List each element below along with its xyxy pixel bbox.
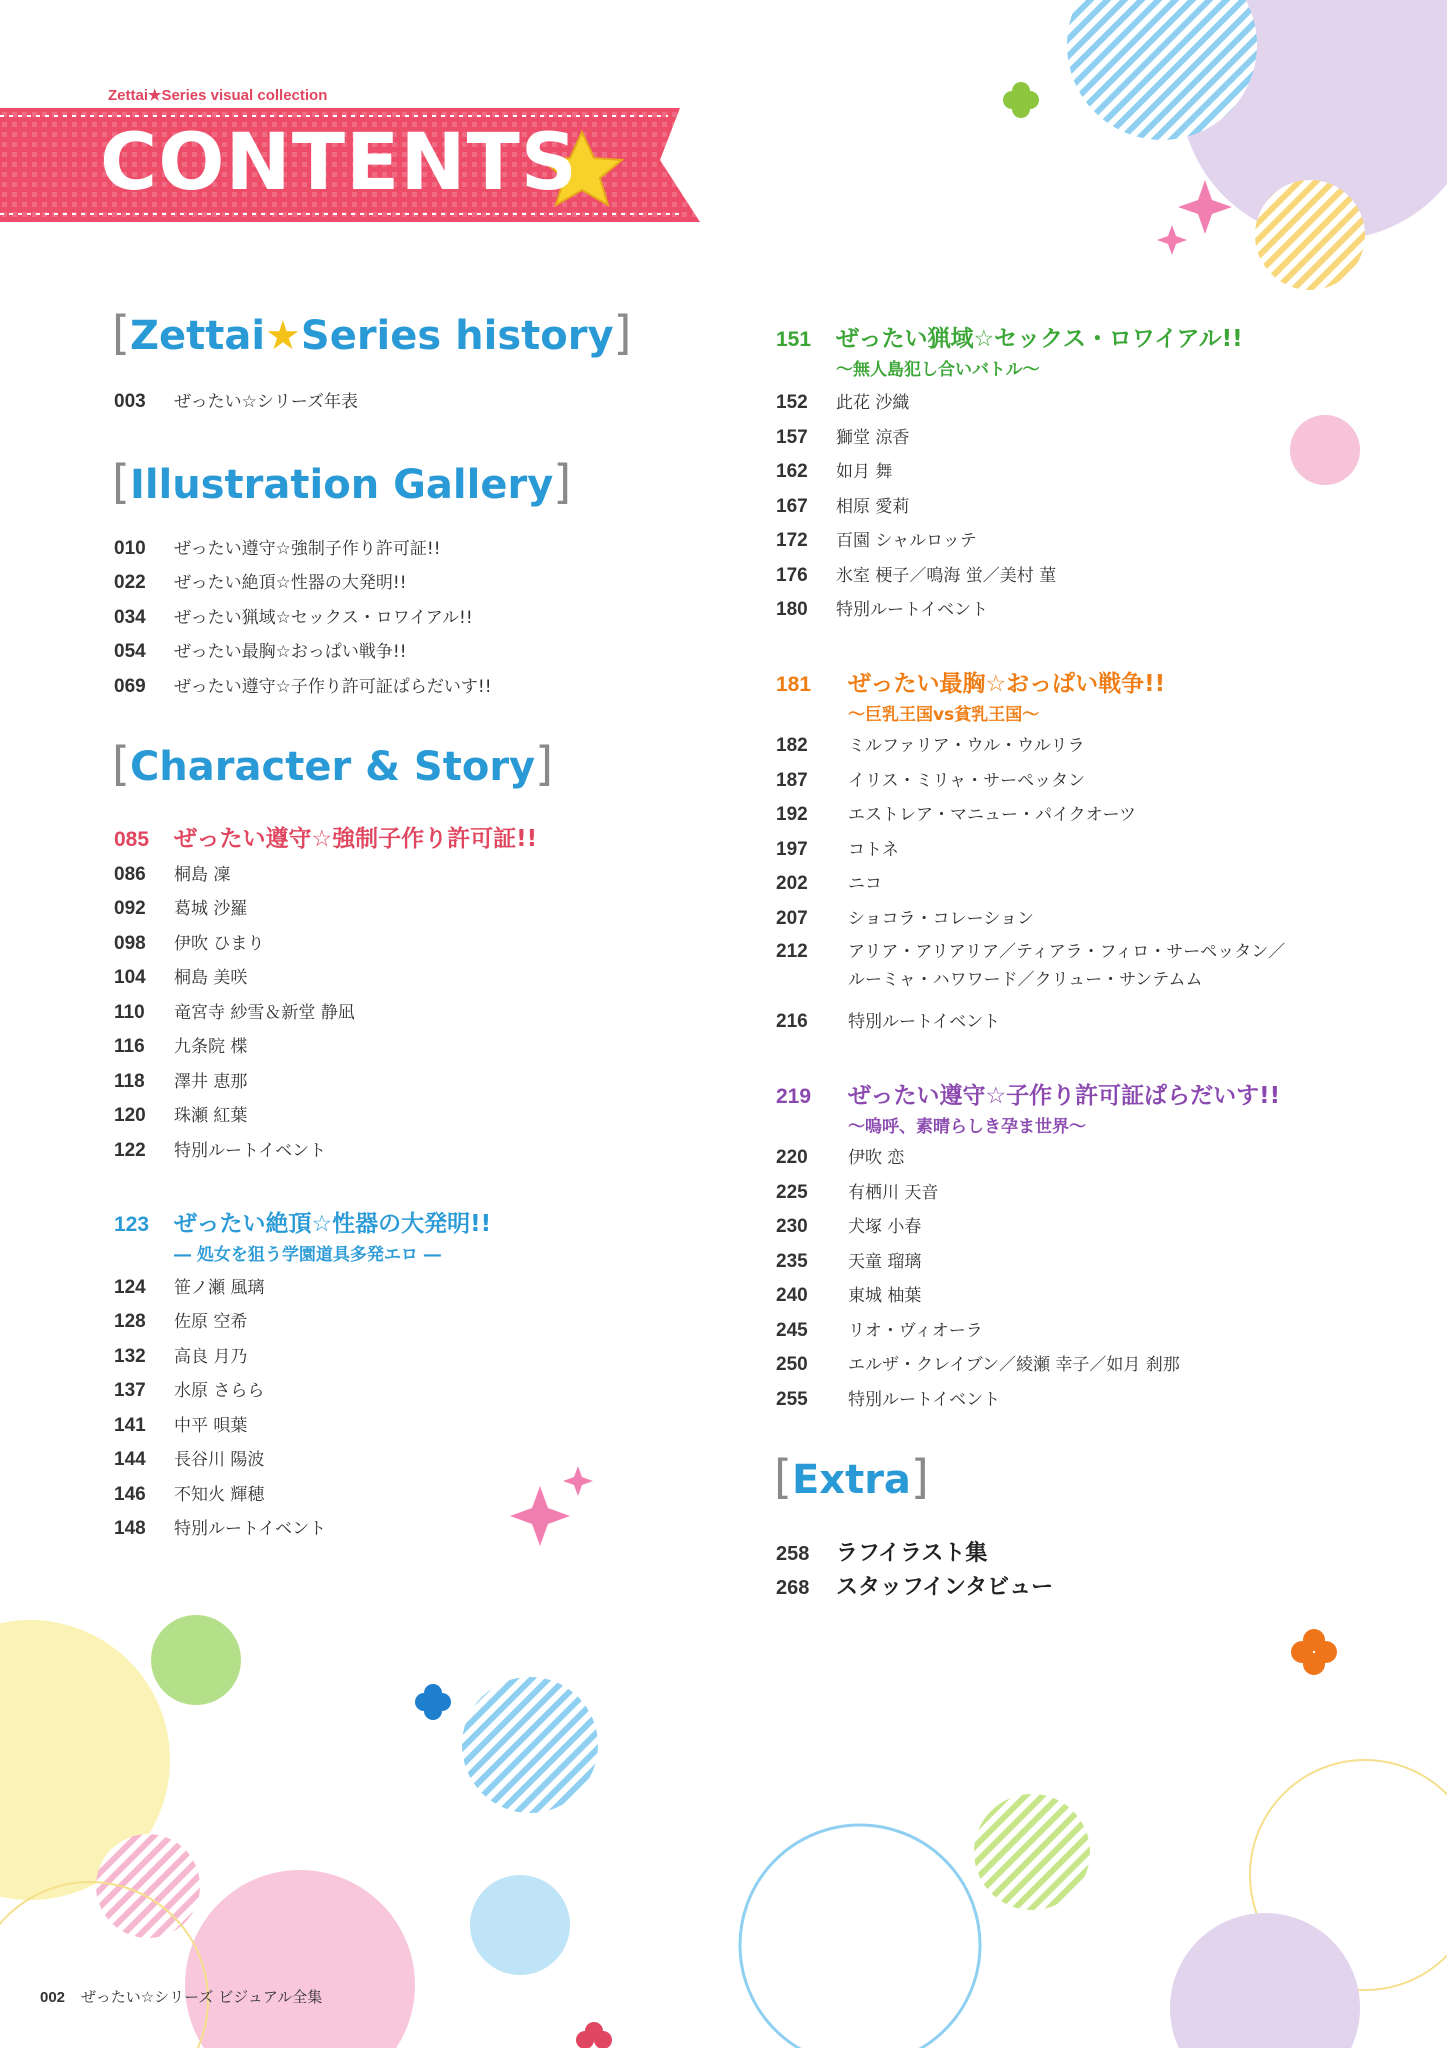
list-item[interactable]: 152 此花 沙織 (776, 392, 910, 413)
chapter-heading[interactable]: 085 ぜったい遵守☆強制子作り許可証!! (114, 826, 538, 852)
chapter-heading[interactable]: 219 ぜったい遵守☆子作り許可証ぱらだいす!! ～嗚呼、素晴らしき孕ま世界～ (776, 1083, 1281, 1137)
list-item[interactable]: 216 特別ルートイベント (776, 1011, 1001, 1032)
list-item[interactable]: 225 有栖川 天音 (776, 1182, 939, 1203)
list-item[interactable]: 069 ぜったい遵守☆子作り許可証ぱらだいす!! (114, 676, 492, 697)
list-item[interactable]: 235 天童 瑠璃 (776, 1251, 922, 1272)
list-item[interactable]: 137 水原 さらら (114, 1380, 265, 1401)
chapter-subtitle: ― 処女を狙う学園道具多発エロ ― (174, 1245, 441, 1265)
list-item[interactable]: 230 犬塚 小春 (776, 1216, 922, 1237)
circle-stripe-pink (96, 1834, 200, 1938)
section-heading-extra: [Extra] (774, 1450, 929, 1504)
chapter-heading[interactable]: 181 ぜったい最胸☆おっぱい戦争!! ～巨乳王国vs貧乳王国～ (776, 671, 1166, 725)
list-item[interactable]: 207 ショコラ・コレーション (776, 908, 1034, 929)
list-item[interactable]: 197 コトネ (776, 839, 899, 860)
list-item[interactable]: 124 笹ノ瀬 風璃 (114, 1277, 265, 1298)
chapter-subtitle: ～無人島犯し合いバトル～ (836, 360, 1040, 380)
clover-icon (576, 2022, 612, 2048)
list-item[interactable]: 132 高良 月乃 (114, 1346, 248, 1367)
list-item[interactable]: 122 特別ルートイベント (114, 1140, 327, 1161)
brand-label: Zettai★Series visual collection (108, 87, 328, 104)
clover-icon (1291, 1629, 1337, 1675)
circle-pink (1290, 415, 1360, 485)
list-item[interactable]: 010 ぜったい遵守☆強制子作り許可証!! (114, 538, 441, 559)
page-footer (40, 1986, 322, 2007)
list-item[interactable]: 092 葛城 沙羅 (114, 898, 248, 919)
list-item[interactable]: 003 ぜったい☆シリーズ年表 (114, 391, 359, 412)
page-number: 002 (40, 1989, 66, 2006)
list-item[interactable]: 258 ラフイラスト集 (776, 1541, 988, 1566)
list-item[interactable]: 034 ぜったい猟域☆セックス・ロワイアル!! (114, 607, 473, 628)
circle-stripe-yellow (1255, 180, 1365, 290)
sparkle-icon (563, 1466, 593, 1496)
list-item[interactable]: 172 百園 シャルロッテ (776, 530, 977, 551)
list-item[interactable]: 104 桐島 美咲 (114, 967, 248, 988)
list-item[interactable]: 212 アリア・アリアリア／ティアラ・フィロ・サーペッタン／ ルーミャ・ハワワード／クリュー・サンテムム (776, 941, 1286, 990)
list-item[interactable]: 180 特別ルートイベント (776, 599, 989, 620)
list-item[interactable]: 146 不知火 輝穂 (114, 1484, 265, 1505)
list-item[interactable]: 268 スタッフインタビュー (776, 1575, 1054, 1600)
sparkle-icon (1157, 225, 1187, 255)
list-item[interactable]: 144 長谷川 陽波 (114, 1449, 265, 1470)
clover-icon (415, 1684, 451, 1720)
sparkle-icon (510, 1486, 570, 1546)
list-item[interactable]: 116 九条院 楪 (114, 1036, 248, 1057)
list-item[interactable]: 128 佐原 空希 (114, 1311, 248, 1332)
list-item[interactable]: 022 ぜったい絶頂☆性器の大発明!! (114, 572, 407, 593)
section-heading-history: [Zettai★Series history] (112, 306, 632, 360)
chapter-heading[interactable]: 123 ぜったい絶頂☆性器の大発明!! ― 処女を狙う学園道具多発エロ ― (114, 1211, 492, 1265)
circle-stripe-blue (462, 1677, 598, 1813)
list-item[interactable]: 141 中平 唄葉 (114, 1415, 248, 1436)
list-item[interactable]: 054 ぜったい最胸☆おっぱい戦争!! (114, 641, 407, 662)
circle-lightblue (470, 1875, 570, 1975)
circle-pink (185, 1870, 415, 2048)
list-item[interactable]: 086 桐島 凜 (114, 864, 231, 885)
page-title: CONTENTS (100, 118, 578, 208)
list-item[interactable]: 245 リオ・ヴィオーラ (776, 1320, 983, 1341)
list-item[interactable]: 162 如月 舞 (776, 461, 893, 482)
list-item[interactable]: 148 特別ルートイベント (114, 1518, 327, 1539)
list-item[interactable]: 157 獅堂 涼香 (776, 427, 910, 448)
chapter-subtitle: ～嗚呼、素晴らしき孕ま世界～ (848, 1117, 1086, 1137)
star-icon: ★ (265, 313, 301, 359)
chapter-heading[interactable]: 151 ぜったい猟域☆セックス・ロワイアル!! ～無人島犯し合いバトル～ (776, 326, 1243, 380)
list-item[interactable]: 118 澤井 恵那 (114, 1071, 248, 1092)
list-item[interactable]: 240 東城 柚葉 (776, 1285, 922, 1306)
list-item[interactable]: 098 伊吹 ひまり (114, 933, 265, 954)
list-item[interactable]: 250 エルザ・クレイブン／綾瀬 幸子／如月 刹那 (776, 1354, 1180, 1375)
list-item[interactable]: 182 ミルファリア・ウル・ウルリラ (776, 735, 1085, 756)
footer-title: ぜったい☆シリーズ ビジュアル全集 (81, 1988, 323, 2006)
circle-purple (1170, 1913, 1360, 2048)
list-item[interactable]: 192 エストレア・マニュー・パイクオーツ (776, 804, 1136, 825)
list-item[interactable]: 220 伊吹 恋 (776, 1147, 905, 1168)
section-heading-character: [Character & Story] (112, 737, 554, 791)
list-item[interactable]: 110 竜宮寺 紗雪＆新堂 静凪 (114, 1002, 355, 1023)
circle-green (151, 1615, 241, 1705)
list-item[interactable]: 120 珠瀬 紅葉 (114, 1105, 248, 1126)
section-heading-gallery: [Illustration Gallery] (112, 455, 572, 509)
clover-icon (1003, 82, 1039, 118)
circle-stripe-green (974, 1794, 1090, 1910)
list-item[interactable]: 255 特別ルートイベント (776, 1389, 1001, 1410)
list-item[interactable]: 176 氷室 梗子／鳴海 蛍／美村 菫 (776, 565, 1057, 586)
list-item[interactable]: 167 相原 愛莉 (776, 496, 910, 517)
circle-outline-blue (740, 1825, 980, 2048)
chapter-subtitle: ～巨乳王国vs貧乳王国～ (848, 705, 1040, 725)
list-item[interactable]: 187 イリス・ミリャ・サーペッタン (776, 770, 1086, 791)
list-item[interactable]: 202 ニコ (776, 873, 882, 894)
